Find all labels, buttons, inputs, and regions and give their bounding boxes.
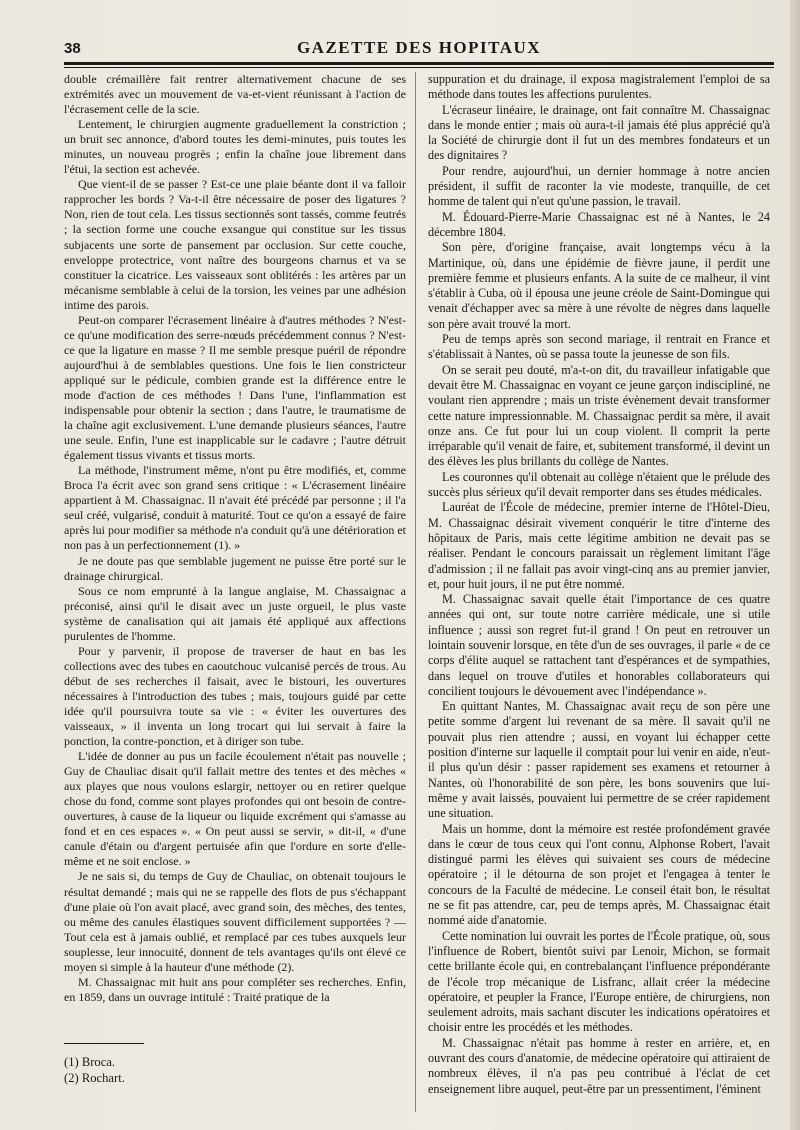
paragraph: Cette nomination lui ouvrait les portes de l'École pratique, où, sous l'influence de Robert, bientôt suivi par Lenoir, Michon, se formait cette brillante école qui, en contrebalançant l'influence prépondérante de l'école trop mécanique de Lisfranc, allait créer la médecine opératoire, et peupler la France, l'Europe entière, de chirurgiens, non seulement adroits, mais sachant discuter les indications opératoires et choisir entre les procédés et les méthodes. — [428, 928, 770, 1035]
paragraph: Mais un homme, dont la mémoire est restée profondément gravée dans le cœur de tous ceux qui l'ont connu, Alphonse Robert, l'avait distingué parmi les élèves qui suivaient ses cours de médecine opératoire ; il le détourna de son projet et l'engagea à tenter le concours de la Faculté de médecine. Le conseil était bon, le résultat ne se fit pas attendre, car, peu de temps après, M. Chassaignac était nommé aide d'anatomie. — [428, 821, 770, 928]
paragraph: Lentement, le chirurgien augmente graduellement la constriction ; un bruit sec annonce, d'abord toutes les demi-minutes, puis toutes les minutes, un nouveau progrès ; enfin la chaîne joue librement dans l'étui, la section est achevée. — [64, 117, 406, 177]
paragraph: suppuration et du drainage, il exposa magistralement l'emploi de sa méthode dans toutes les affections purulentes. — [428, 72, 770, 102]
footnotes — [64, 1043, 406, 1086]
paragraph: Je ne doute pas que semblable jugement ne puisse être porté sur le drainage chirurgical. — [64, 553, 406, 583]
column-divider — [415, 72, 416, 1112]
paragraph: M. Édouard-Pierre-Marie Chassaignac est né à Nantes, le 24 décembre 1804. — [428, 209, 770, 239]
paragraph: double crémaillère fait rentrer alternativement chacune de ses extrémités avec un mouvement de va-et-vient réunissant à l'action de l'écrasement celle de la scie. — [64, 72, 406, 117]
footnote-2: (2) Rochart. — [64, 1071, 125, 1085]
paragraph: Peu de temps après son second mariage, il rentrait en France et s'établissait à Nantes, où se passa toute la jeunesse de son fils. — [428, 332, 770, 362]
paragraph: Pour rendre, aujourd'hui, un dernier hommage à notre ancien président, il suffit de raconter la vie modeste, tranquille, de cet homme de talent qui n'eut qu'une passion, le travail. — [428, 163, 770, 209]
paragraph: M. Chassaignac savait quelle était l'importance de ces quatre années qui ont, sur toute notre carrière médicale, une si utile influence ; aussi son regret fut-il grand ! On peut en retrouver un lointain souvenir lorsque, en tête d'un de ses ouvrages, il parle « de ce corps d'élite auquel se rattachent tant d'espérances et de sympathies, dans lequel on trouve d'utiles et honorables collaborateurs qui concilient toujours le dévouement avec l'indépendance ». — [428, 592, 770, 698]
page-header — [64, 32, 774, 62]
page-edge — [790, 0, 800, 1130]
journal-title: GAZETTE DES HOPITAUX — [296, 38, 542, 57]
paragraph: En quittant Nantes, M. Chassaignac avait reçu de son père une petite somme d'argent lui revenant de sa mère. Il savait qu'il ne pouvait plus rien attendre ; aussi, en voyant lui échapper cette position d'interne sur laquelle il comptait pour lui venir en aide, n'eut-il plus qu'un désir : passer rapidement ses examens et retourner à Nantes, où l'honorabilité de son père, les bons souvenirs que lui-même y avait laissés, pouvaient lui permettre de se créer rapidement une situation. — [428, 699, 770, 821]
paragraph: Je ne sais si, du temps de Guy de Chauliac, on obtenait toujours le résultat demandé ; mais qui ne se rappelle des flots de pus s'échappant d'une plaie où l'on avait placé, avec grand soin, des mèches, des tentes, ou même des canules élastiques souvent difficilement supportées ? — Tout cela est à jamais oublié, et remplacé par ces tubes auxquels leur souplesse, leur innocuité, donnent de tels avantages qu'ils ont élevé ce moyen si simple à la hauteur d'une méthode (2). — [64, 869, 406, 974]
paragraph: La méthode, l'instrument même, n'ont pu être modifiés, et, comme Broca l'a écrit avec son grand sens critique : « L'écrasement linéaire appartient à M. Chassaignac. Il n'avait été précédé par personne ; il l'a seul créé, vulgarisé, conduit à maturité. Tout ce qu'on a essayé de faire après lui pour modifier sa méthode n'a conduit qu'à une détérioration et non pas à un perfectionnement (1). » — [64, 463, 406, 553]
page-number: 38 — [64, 40, 81, 57]
paragraph: M. Chassaignac mit huit ans pour compléter ses recherches. Enfin, en 1859, dans un ouvrage intitulé : Traité pratique de la — [64, 974, 406, 1004]
paragraph: Lauréat de l'École de médecine, premier interne de l'Hôtel-Dieu, M. Chassaignac désirait vivement conquérir le titre d'interne des hôpitaux de Paris, mais cette légitime ambition ne devait pas se réaliser. Pendant le concours paraissait un règlement limitant l'âge d'admission ; il ne fallait pas avoir vingt-cinq ans au premier janvier, et, pour huit jours, il ne put être nommé. — [428, 500, 770, 591]
paragraph: Sous ce nom emprunté à la langue anglaise, M. Chassaignac a préconisé, ainsi qu'il le disait avec un juste orgueil, le plus vaste système de canalisation qui ait jamais été appliqué aux affections purulentes de l'homme. — [64, 583, 406, 643]
left-column — [64, 72, 406, 1005]
paragraph: Pour y parvenir, il propose de traverser de haut en bas les collections avec des tubes en caoutchouc vulcanisé percés de trous. Au début de ses recherches il faisait, avec le bistouri, les ouvertures nécessaires à l'introduction des tubes ; mais, toujours guidé par cette idée qu'il poursuivra toute sa vie : « éviter les ouvertures des vaisseaux, » il inventa un long trocart qui lui servait à faire la ponction, la contre-ponction, et à diriger son tube. — [64, 643, 406, 749]
footnote-1: (1) Broca. — [64, 1055, 116, 1069]
paragraph: L'écraseur linéaire, le drainage, ont fait connaître M. Chassaignac dans le monde entier ; mais où aura-t-il jamais été plus apprécié qu'à la Société de chirurgie dont il fut un des membres fondateurs et un des dignitaires ? — [428, 102, 770, 163]
header-rule-thin — [64, 67, 774, 68]
paragraph: M. Chassaignac n'était pas homme à rester en arrière, et, en ouvrant des cours d'anatomie, de médecine opératoire qui attiraient de nombreux élèves, il n'a pas peu contribué à l'éclat de cet enseignement libre auquel, peut-être par un pressentiment, l'éminent — [428, 1035, 770, 1096]
right-column — [428, 72, 770, 1097]
paragraph: Que vient-il de se passer ? Est-ce une plaie béante dont il va falloir rapprocher les bords ? Va-t-il être nécessaire de poser des ligatures ? Non, rien de tout cela. Les tissus sectionnés sont tassés, comme feutrés ; la section forme une couche exsangue qui constitue sur les tissus subjacents une sorte de pansement par occlusion. Sur cette couche, enveloppe protectrice, vont naître des bourgeons charnus et va se constituer la cicatrice. Les vaisseaux sont oblitérés : les artères par un mécanisme semblable à celui de la torsion, les veines par une adhésion intime des parois. — [64, 177, 406, 312]
paragraph: On se serait peu douté, m'a-t-on dit, du travailleur infatigable que devait être M. Chassaignac en voyant ce jeune garçon indiscipliné, ne voulant rien apprendre ; mais un triste évènement devait transformer cette nature impressionnable. M. Chassaignac perdit sa mère, il avait onze ans. Ce fut pour lui un coup violent. Il comprit la perte irréparable qu'il venait de faire, et, subitement transformé, il devint un des élèves les plus brillants du collège de Nantes. — [428, 362, 770, 469]
paragraph: L'idée de donner au pus un facile écoulement n'était pas nouvelle ; Guy de Chauliac disait qu'il fallait mettre des tentes et des mèches « aux playes que nous voulons eslargir, nettoyer ou en retirer quelque chose du fond, comme sont playes profondes qui ont besoin de contre-ouvertures, à cause de la liqueur ou liquide excrément qui s'amasse au fond et en ces espaces ». « On peut aussi se servir, » dit-il, « d'une canule d'étain ou d'argent pertuisée afin que l'ordure en sorte d'elle-même et ne soit enclose. » — [64, 749, 406, 869]
paragraph: Peut-on comparer l'écrasement linéaire à d'autres méthodes ? N'est-ce qu'une modification des serre-nœuds précédemment connus ? N'est-ce que la ligature en masse ? Il me semble presque puéril de répondre aujourd'hui à de semblables questions. Une fois le lien constricteur appliqué sur le pédicule, combien grande est la différence entre le mode d'action de ces méthodes ! Dans l'une, l'inflammation est indispensable pour obtenir la section ; dans l'autre, le traumatisme de la chaîne agit exclusivement. L'une demande plusieurs séances, l'autre une seule. Enfin, l'une est inapplicable sur le cadavre ; l'autre détruit également tissus vivants et tissus morts. — [64, 312, 406, 463]
paragraph: Les couronnes qu'il obtenait au collège n'étaient que le prélude des succès plus sérieux qu'il devait remporter dans ses études médicales. — [428, 469, 770, 500]
header-rule-thick — [64, 62, 774, 65]
paragraph: Son père, d'origine française, avait longtemps vécu à la Martinique, où, dans une épidémie de fièvre jaune, il perdit une première femme et plusieurs enfants. A la suite de ce malheur, il vint s'établir à Cuba, où il épousa une jeune créole de Saint-Domingue qui venait d'échapper avec sa mère à une révolte de nègres dans laquelle son père avait trouvé la mort. — [428, 240, 770, 331]
footnote-rule — [64, 1043, 144, 1044]
